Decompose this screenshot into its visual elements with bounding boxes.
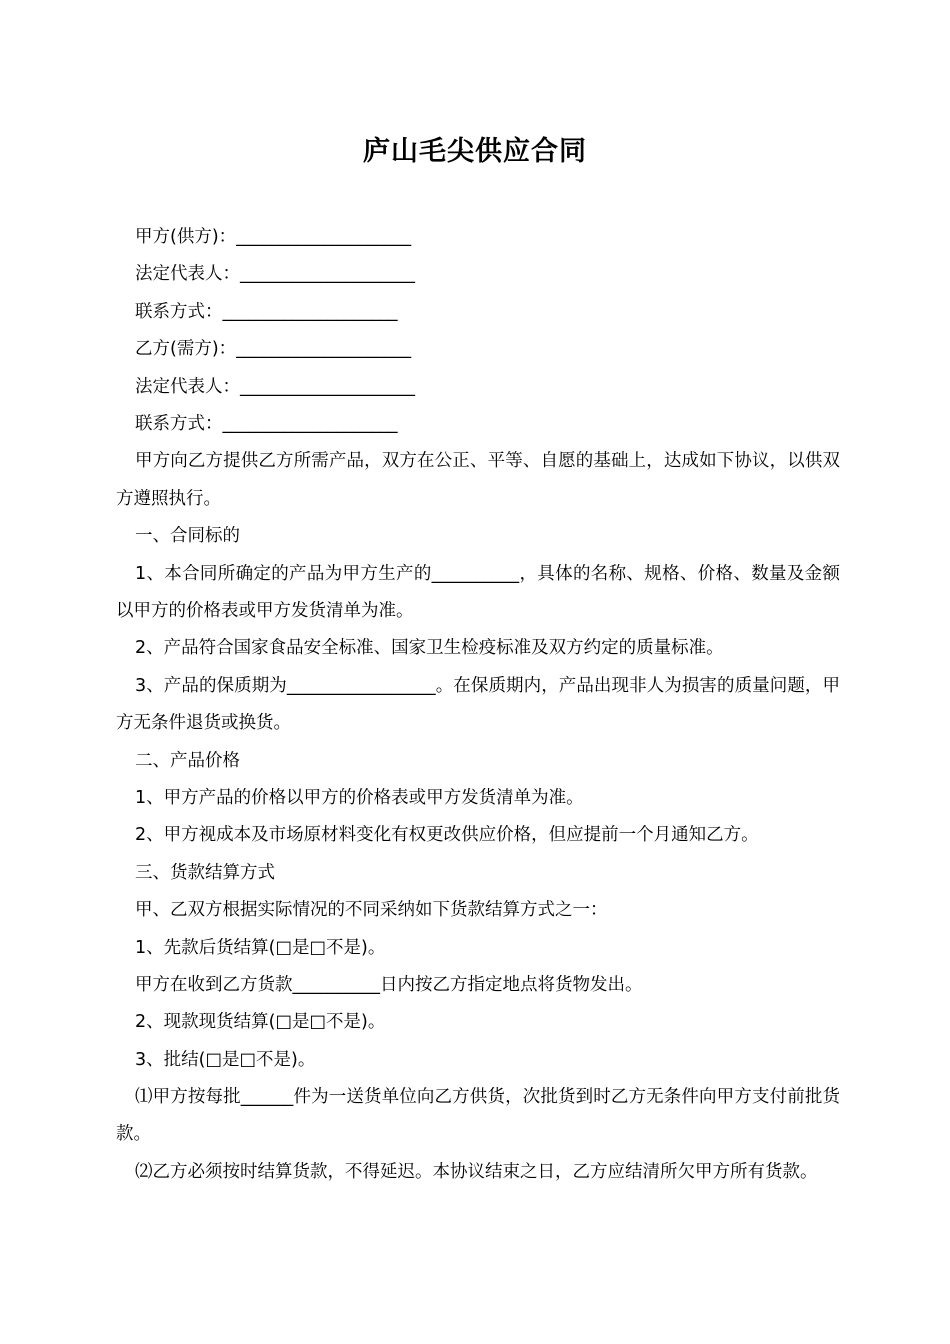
section-1-item-2: 2、产品符合国家食品安全标准、国家卫生检疫标准及双方约定的质量标准。: [135, 638, 724, 659]
section-1-item-1: 1、本合同所确定的产品为甲方生产的__________，具体的名称、规格、价格、数量及金额以甲方的价格表或甲方发货清单为准。: [116, 563, 840, 621]
document-title: 庐山毛尖供应合同: [363, 136, 587, 167]
section-3-intro: 甲、乙双方根据实际情况的不同采纳如下货款结算方式之一：: [135, 900, 608, 921]
party-b-contact-line: 联系方式：____________________: [135, 413, 398, 434]
section-2-item-1: 1、甲方产品的价格以甲方的价格表或甲方发货清单为准。: [135, 787, 584, 808]
document-body: [116, 219, 840, 1191]
party-b-representative-line: 法定代表人：____________________: [135, 376, 415, 397]
party-b-name-line: 乙方(需方)：____________________: [135, 339, 412, 360]
section-1-heading: 一、合同标的: [135, 526, 240, 547]
section-3-sub-2: ⑵乙方必须按时结算货款，不得延迟。本协议结束之日，乙方应结清所欠甲方所有货款。: [135, 1161, 818, 1182]
intro-paragraph: 甲方向乙方提供乙方所需产品，双方在公正、平等、自愿的基础上，达成如下协议，以供双方遵照执行。: [116, 451, 840, 509]
section-3-heading: 三、货款结算方式: [135, 862, 275, 883]
party-a-name-line: 甲方(供方)：____________________: [135, 227, 412, 247]
section-1-item-3: 3、产品的保质期为_________________。在保质期内，产品出现非人为损害的质量问题，甲方无条件退货或换货。: [116, 675, 840, 734]
section-3-sub-1: ⑴甲方按每批______件为一送货单位向乙方供货，次批货到时乙方无条件向甲方支付前批货款。: [116, 1087, 840, 1145]
section-3-item-1: 1、先款后货结算(□是□不是)。: [135, 937, 386, 958]
section-2-item-2: 2、甲方视成本及市场原材料变化有权更改供应价格，但应提前一个月通知乙方。: [135, 825, 759, 846]
party-a-representative-line: 法定代表人：____________________: [135, 264, 415, 285]
section-2-heading: 二、产品价格: [135, 750, 240, 771]
section-3-item-1-detail: 甲方在收到乙方货款__________日内按乙方指定地点将货物发出。: [135, 974, 643, 995]
party-a-contact-line: 联系方式：____________________: [135, 301, 398, 322]
section-3-item-2: 2、现款现货结算(□是□不是)。: [135, 1012, 386, 1033]
section-3-item-3: 3、批结(□是□不是)。: [135, 1049, 316, 1070]
